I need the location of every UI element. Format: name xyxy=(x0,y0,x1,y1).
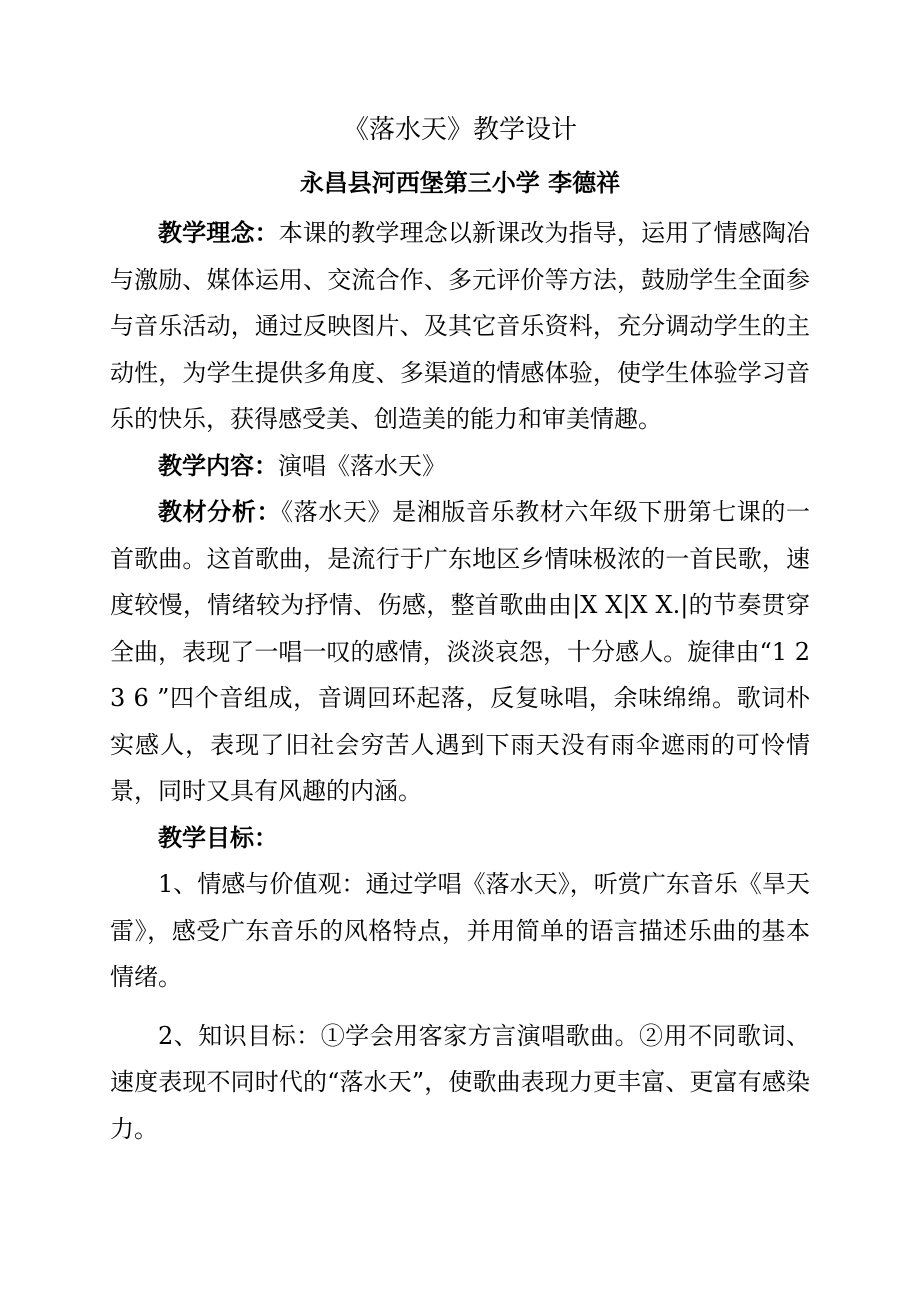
analysis-paragraph xyxy=(110,489,810,815)
paragraph-spacer xyxy=(110,1001,810,1013)
objectives-label: 教学目标： xyxy=(158,823,278,852)
philosophy-label: 教学理念： xyxy=(158,219,279,247)
content-label: 教学内容： xyxy=(158,451,278,480)
objective-item-2: 2、知识目标：①学会用客家方言演唱歌曲。②用不同歌词、速度表现不同时代的“落水天”，使歌曲表现力更丰富、更富有感染力。 xyxy=(110,1021,810,1143)
document-body xyxy=(110,210,810,1152)
content-text: 演唱《落水天》 xyxy=(278,451,446,480)
analysis-text: 《落水天》是湘版音乐教材六年级下册第七课的一首歌曲。这首歌曲，是流行于广东地区乡情味极浓的一首民歌，速度较慢，情绪较为抒情、伤感，整首歌曲由|X X|X X.|的节奏贯穿全曲，表现了一唱一叹的感情，淡淡哀怨，十分感人。旋律由“1 2 3 6 ”四个音组成，音调回环起落，反复咏唱，余味绵绵。歌词朴实感人，表现了旧社会穷苦人遇到下雨天没有雨伞遮雨的可怜情景，同时又具有风趣的内涵。 xyxy=(110,498,810,805)
document-author: 永昌县河西堡第三小学 李德祥 xyxy=(299,169,621,197)
philosophy-paragraph xyxy=(110,210,810,443)
content-paragraph xyxy=(110,443,810,490)
document-title: 《落水天》教学设计 xyxy=(342,115,577,145)
philosophy-text: 本课的教学理念以新课改为指导，运用了情感陶冶与激励、媒体运用、交流合作、多元评价等方法，鼓励学生全面参与音乐活动，通过反映图片、及其它音乐资料，充分调动学生的主动性，为学生提供多角度、多渠道的情感体验，使学生体验学习音乐的快乐，获得感受美、创造美的能力和审美情趣。 xyxy=(110,219,811,433)
objectives-heading-paragraph xyxy=(110,815,810,862)
analysis-label: 教材分析： xyxy=(158,498,282,526)
objective-item-1: 1、情感与价值观：通过学唱《落水天》，听赏广东音乐《旱天雷》，感受广东音乐的风格特点，并用简单的语言描述乐曲的基本情绪。 xyxy=(110,870,810,991)
